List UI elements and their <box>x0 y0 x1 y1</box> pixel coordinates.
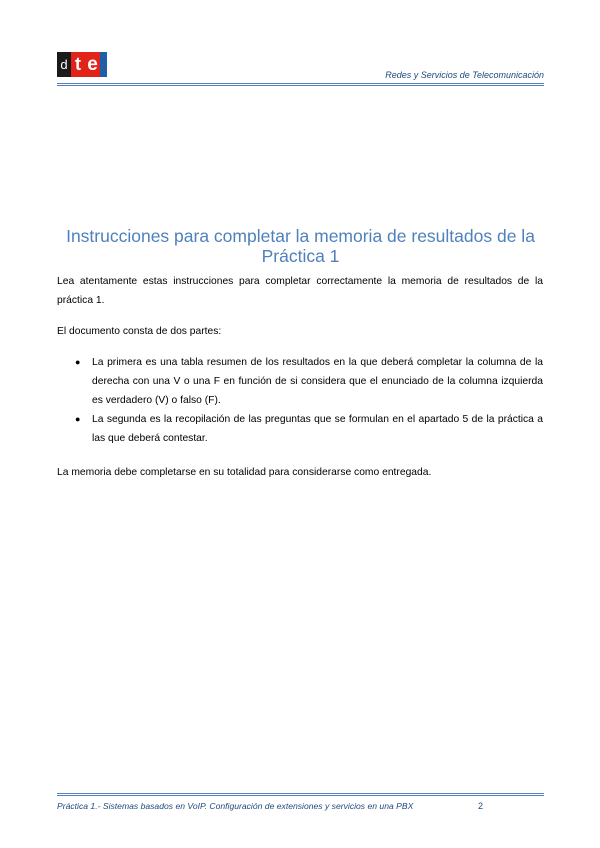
bullet-icon: ● <box>75 357 81 367</box>
header-title: Redes y Servicios de Telecomunicación <box>385 70 544 80</box>
header-divider-secondary <box>57 85 544 86</box>
closing-paragraph: La memoria debe completarse en su totalidad para considerarse como entregada. <box>57 467 432 478</box>
list-item <box>57 410 543 448</box>
logo-side-bar <box>100 52 107 77</box>
logo-letter-d: d <box>57 52 71 77</box>
footer-divider <box>57 793 544 794</box>
header-divider <box>57 83 544 84</box>
bullet-icon: ● <box>75 414 81 424</box>
document-title: Instrucciones para completar la memoria de resultados de la Práctica 1 <box>66 226 535 266</box>
page-number: 2 <box>478 801 484 811</box>
footer-divider-secondary <box>57 795 544 796</box>
footer-text: Práctica 1.- Sistemas basados en VoIP. Configuración de extensiones y servicios en una PBX <box>57 801 414 811</box>
list-item-text: La primera es una tabla resumen de los resultados en la que deberá completar la columna de la derecha con una V o una F en función de si considera que el enunciado de la columna izquierda es verdadero (V) o falso (F). <box>92 357 543 406</box>
intro-paragraph: Lea atentamente estas instrucciones para completar correctamente la memoria de resultados de la práctica 1. <box>57 276 543 306</box>
list-item-text: La segunda es la recopilación de las preguntas que se formulan en el apartado 5 de la práctica a las que deberá contestar. <box>92 414 543 444</box>
logo-letter-t: t <box>71 52 85 77</box>
dte-logo <box>57 52 107 77</box>
page-header <box>57 52 544 86</box>
list-item <box>57 353 543 410</box>
parts-list <box>57 353 543 448</box>
logo-letter-e: e <box>85 52 100 77</box>
structure-paragraph: El documento consta de dos partes: <box>57 326 222 337</box>
